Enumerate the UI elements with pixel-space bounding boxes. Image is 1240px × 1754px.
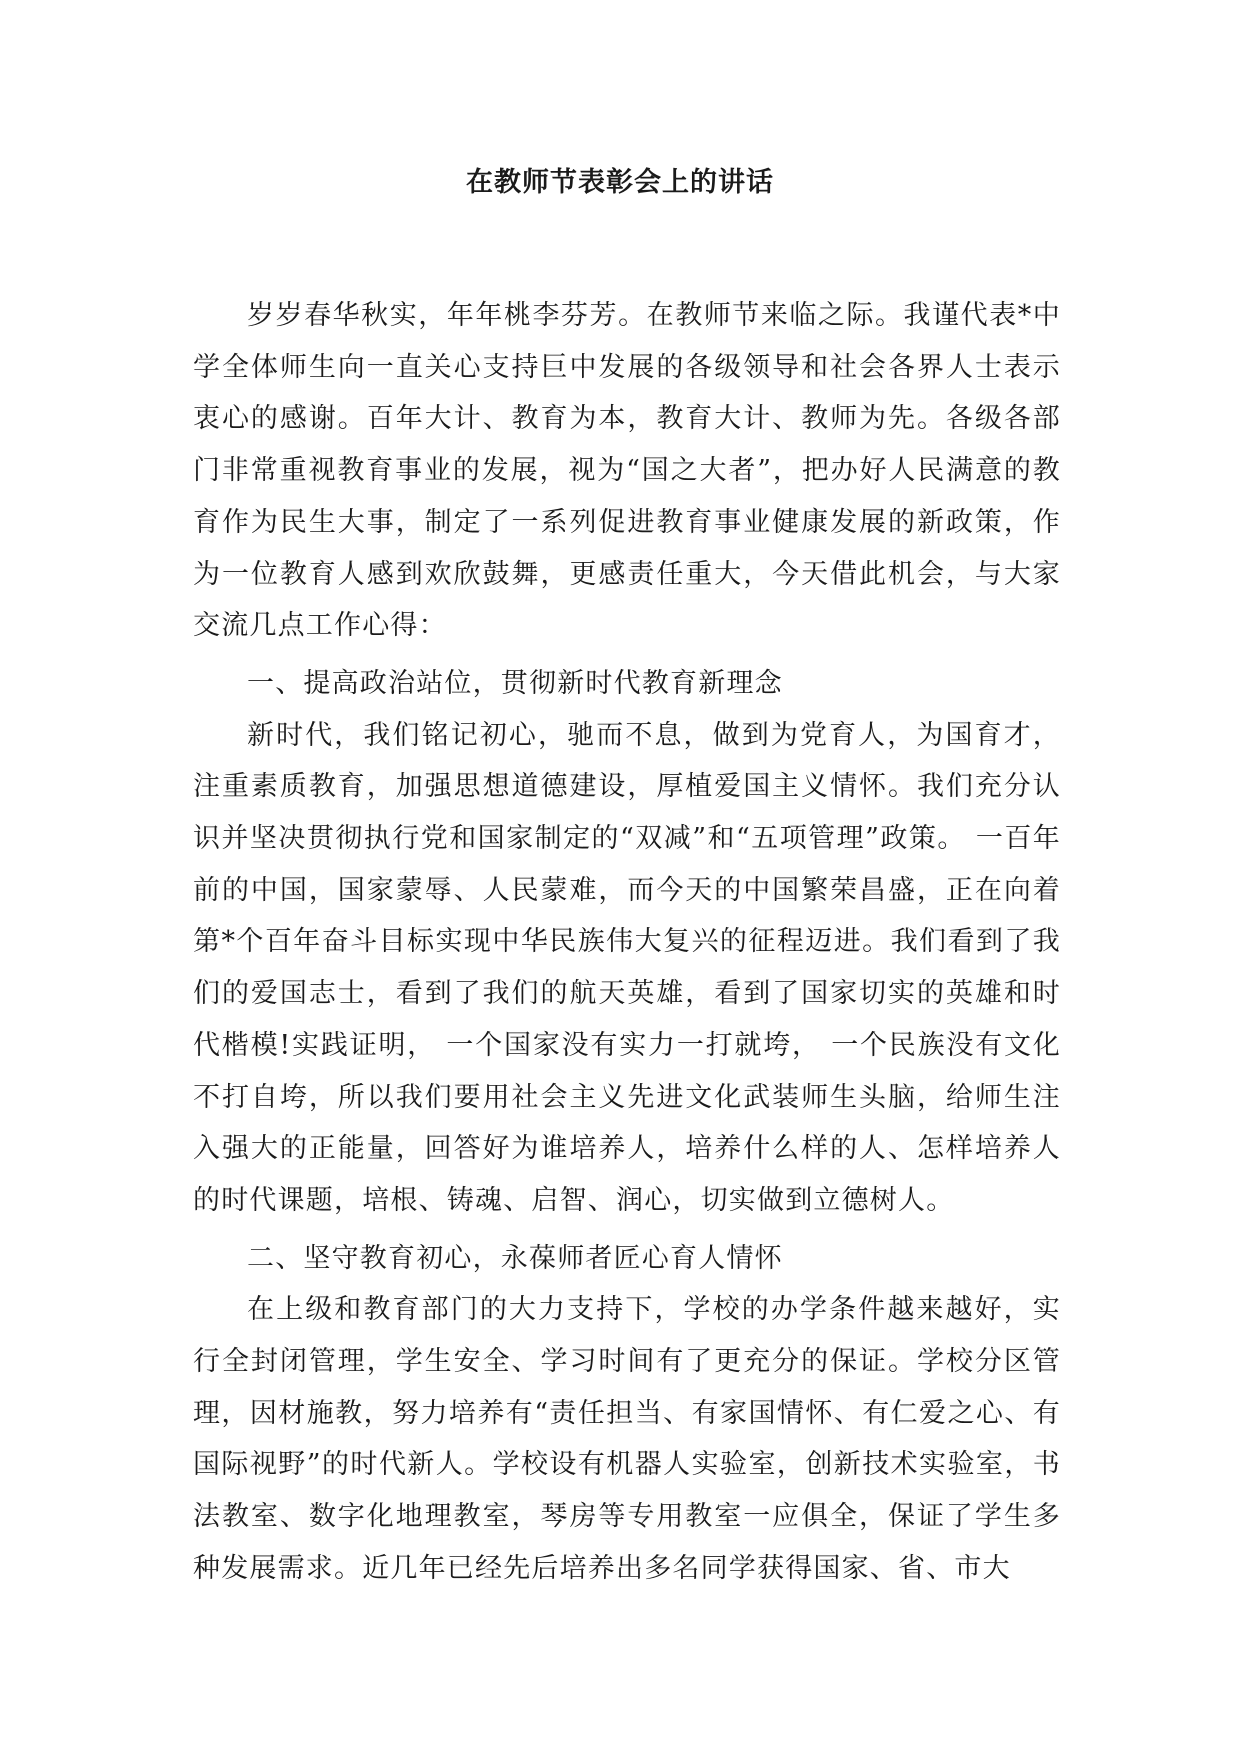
document-title: 在教师节表彰会上的讲话 — [466, 167, 774, 198]
paragraph-intro: 岁岁春华秋实，年年桃李芬芳。在教师节来临之际。我谨代表*中学全体师生向一直关心支持巨中发展的各级领导和社会各界人士表示衷心的感谢。百年大计、教育为本，教育大计、教师为先。各级各部门非常重视教育事业的发展，视为“国之大者”，把办好人民满意的教育作为民生大事，制定了一系列促进教育事业健康发展的新政策，作为一位教育人感到欢欣鼓舞，更感责任重大，今天借此机会，与大家交流几点工作心得： — [193, 300, 1061, 642]
section-heading-1: 一、提高政治站位，贯彻新时代教育新理念 — [247, 667, 783, 699]
section-heading-2: 二、坚守教育初心，永葆师者匠心育人情怀 — [247, 1242, 783, 1274]
paragraph-section-2: 在上级和教育部门的大力支持下，学校的办学条件越来越好，实行全封闭管理，学生安全、学习时间有了更充分的保证。学校分区管理，因材施教，努力培养有“责任担当、有家国情怀、有仁爱之心、有国际视野”的时代新人。学校设有机器人实验室，创新技术实验室，书法教室、数字化地理教室，琴房等专用教室一应俱全，保证了学生多种发展需求。近几年已经先后培养出多名同学获得国家、省、市大 — [193, 1294, 1061, 1584]
paragraph-section-1: 新时代，我们铭记初心，驰而不息，做到为党育人，为国育才，注重素质教育，加强思想道德建设，厚植爱国主义情怀。我们充分认识并坚决贯彻执行党和国家制定的“双减”和“五项管理”政策。 一百年前的中国，国家蒙辱、人民蒙难，而今天的中国繁荣昌盛，正在向着第*个百年奋斗目标实现中华民族伟大复兴的征程迈进。我们看到了我们的爱国志士，看到了我们的航天英雄，看到了国家切实的英雄和时代楷模!实践证明， 一个国家没有实力一打就垮， 一个民族没有文化不打自垮，所以我们要用社会主义先进文化武装师生头脑，给师生注入强大的正能量，回答好为谁培养人，培养什么样的人、怎样培养人的时代课题，培根、铸魂、启智、润心，切实做到立德树人。 — [193, 719, 1061, 1216]
document-body — [193, 290, 1061, 1595]
